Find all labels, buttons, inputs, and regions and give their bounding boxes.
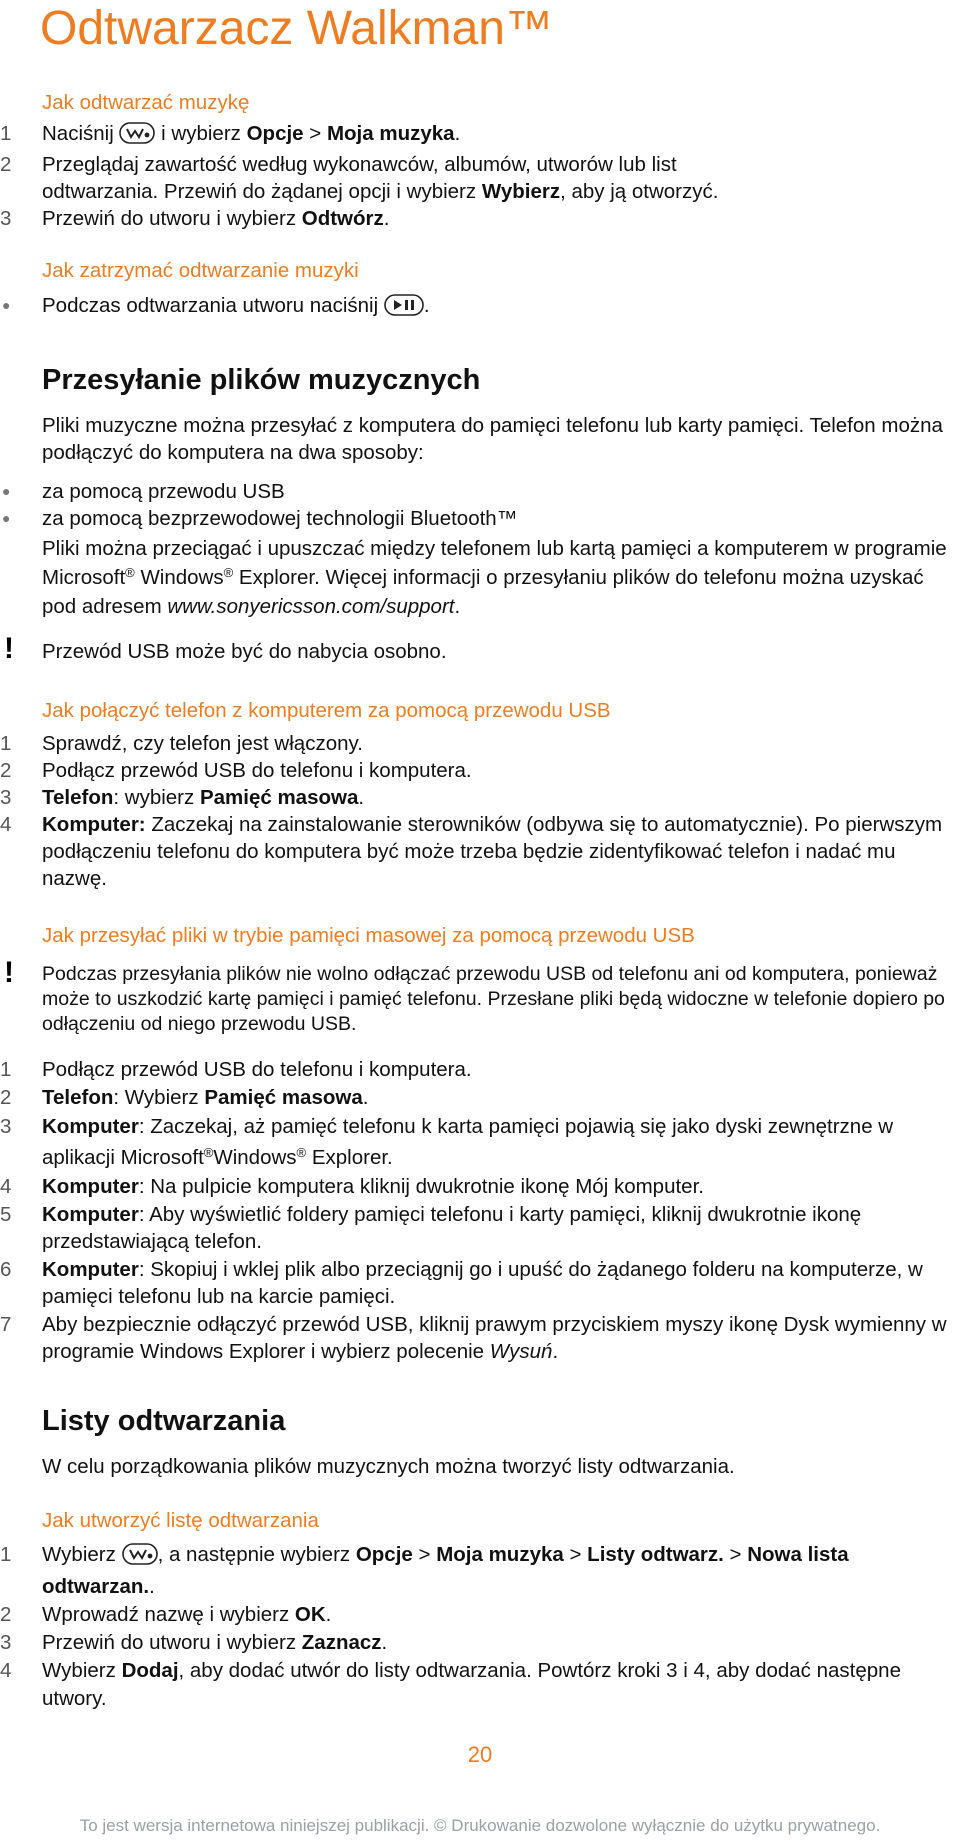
step-number: 3	[0, 786, 12, 809]
punct: .	[454, 595, 461, 618]
registered-mark: ®	[203, 1145, 214, 1160]
step-number: 1	[0, 732, 12, 755]
menu-label-listy-odtwarz: Listy odtwarz.	[587, 1543, 724, 1566]
punct: .	[423, 294, 430, 317]
step-number: 2	[0, 1603, 12, 1626]
step-item	[0, 1541, 950, 1601]
walkman-key-icon	[122, 1543, 158, 1573]
bullet-text: Podczas odtwarzania utworu naciśnij	[42, 294, 384, 317]
registered-mark: ®	[296, 1145, 307, 1160]
section-heading-usb-connect: Jak połączyć telefon z komputerem za pomocą przewodu USB	[42, 699, 611, 722]
step-number: 1	[0, 122, 12, 145]
step-number: 2	[0, 153, 12, 176]
step-text: : wybierz	[113, 786, 200, 809]
step-text: : Skopiuj i wklej plik albo przeciągnij go i upuść do żądanego folderu na komputerze, w pamięci telefonu lub na karcie pamięci.	[42, 1257, 923, 1308]
step-item	[0, 1657, 950, 1713]
step-text: Przeglądaj zawartość według wykonawców, albumów, utworów lub list	[42, 153, 677, 176]
step-number: 7	[0, 1312, 12, 1336]
page-title: Odtwarzacz Walkman™	[40, 2, 553, 55]
step-text: : Wybierz	[113, 1085, 205, 1109]
warning-text: Przewód USB może być do nabycia osobno.	[42, 640, 447, 663]
step-text: Wprowadź nazwę i wybierz	[42, 1603, 295, 1626]
bullet-dot: ●	[2, 297, 11, 313]
label-komputer: Komputer	[42, 1202, 139, 1226]
warning-icon: !	[4, 956, 14, 989]
bullet-dot: ●	[2, 510, 11, 526]
separator: >	[563, 1543, 588, 1566]
step-item	[0, 1256, 950, 1311]
step-item	[0, 784, 950, 811]
step-text: Aby bezpiecznie odłączyć przewód USB, kliknij prawym przyciskiem myszy ikonę Dysk wymienny w programie Windows Explorer i wybierz polecenie	[42, 1312, 947, 1363]
warning-icon: !	[4, 632, 14, 665]
step-item	[0, 120, 950, 151]
step-number: 1	[0, 1058, 12, 1081]
support-link[interactable]: www.sonyericsson.com/support	[167, 595, 455, 618]
step-item	[0, 1201, 950, 1256]
step-text: : Na pulpicie komputera kliknij dwukrotnie ikonę Mój komputer.	[138, 1175, 704, 1198]
menu-label-moja-muzyka: Moja muzyka	[436, 1543, 564, 1566]
step-text: Naciśnij	[42, 122, 120, 145]
punct: .	[362, 1085, 369, 1109]
warning-text: Podczas przesyłania plików nie wolno odłączać przewodu USB od telefonu ani od komputera, ponieważ może to uszkodzić kartę pamięci i pamięć telefonu. Przesłane pliki będą widoczne w telefonie dopiero po odłączeniu od niego przewodu USB.	[42, 963, 945, 1035]
bullets-stop-music	[2, 292, 950, 323]
step-text: Przewiń do utworu i wybierz	[42, 207, 302, 230]
punct: .	[325, 1603, 332, 1626]
step-item	[0, 1111, 950, 1173]
steps-play-music	[0, 120, 950, 232]
step-number: 3	[0, 207, 12, 230]
transfer-paragraph	[42, 534, 950, 621]
play-pause-key-icon	[384, 294, 424, 323]
step-text: , a następnie wybierz	[157, 1543, 356, 1566]
label-komputer: Komputer:	[42, 813, 146, 836]
step-number: 2	[0, 759, 12, 782]
step-text: Sprawdź, czy telefon jest włączony.	[42, 732, 363, 755]
step-item	[0, 205, 950, 232]
step-text: Wybierz	[42, 1543, 122, 1566]
registered-mark: ®	[223, 565, 234, 580]
step-text: Wybierz	[42, 1659, 122, 1682]
section-heading-mass-storage: Jak przesyłać pliki w trybie pamięci masowej za pomocą przewodu USB	[42, 924, 695, 947]
registered-mark: ®	[125, 565, 135, 580]
menu-label-moja-muzyka: Moja muzyka	[326, 122, 455, 145]
menu-label-opcje: Opcje	[246, 122, 304, 145]
step-text: , aby dodać utwór do listy odtwarzania. Powtórz kroki 3 i 4, aby dodać następne utwory.	[42, 1659, 901, 1710]
step-number: 5	[0, 1202, 12, 1226]
step-item	[0, 730, 950, 757]
label-telefon: Telefon	[42, 786, 114, 809]
step-item	[0, 811, 950, 892]
menu-label-pamiec-masowa: Pamięć masowa	[204, 1085, 363, 1109]
separator: >	[303, 122, 327, 145]
command-wysun: Wysuń	[489, 1340, 553, 1363]
bullet-item	[2, 478, 950, 505]
step-number: 1	[0, 1543, 12, 1566]
warning-note	[4, 632, 950, 665]
step-text: Podłącz przewód USB do telefonu i komputera.	[42, 1058, 472, 1081]
steps-create-playlist	[0, 1541, 950, 1713]
label-komputer: Komputer	[42, 1175, 139, 1198]
punct: .	[381, 1631, 388, 1654]
section-heading-play-music: Jak odtwarzać muzykę	[42, 91, 250, 114]
step-text: odtwarzania. Przewiń do żądanej opcji i wybierz	[42, 180, 482, 203]
footer-note: To jest wersja internetowa niniejszej publikacji. © Drukowanie dozwolone wyłącznie do użytku prywatnego.	[79, 1816, 881, 1835]
punct: .	[358, 786, 365, 809]
step-item	[0, 757, 950, 784]
step-item	[0, 1084, 950, 1112]
menu-label-nowa-lista: Nowa lista odtwarzan.	[42, 1543, 849, 1598]
step-number: 6	[0, 1257, 12, 1281]
transfer-intro: Pliki muzyczne można przesyłać z komputera do pamięci telefonu lub karty pamięci. Telefon można podłączyć do komputera na dwa sposoby:	[42, 414, 943, 464]
step-text: Windows	[213, 1146, 297, 1169]
step-item	[0, 1311, 950, 1366]
step-item	[0, 1173, 950, 1201]
walkman-key-icon	[119, 122, 155, 151]
steps-usb-connect	[0, 730, 950, 892]
punct: .	[149, 1575, 155, 1598]
menu-label-pamiec-masowa: Pamięć masowa	[199, 786, 359, 809]
step-item	[0, 1629, 950, 1657]
section-heading-create-playlist: Jak utworzyć listę odtwarzania	[42, 1509, 319, 1532]
bullet-item	[2, 292, 950, 323]
step-number: 2	[0, 1085, 12, 1109]
section-title-playlists: Listy odtwarzania	[42, 1405, 286, 1437]
separator: >	[723, 1543, 748, 1566]
step-number: 4	[0, 1175, 12, 1198]
step-text: : Aby wyświetlić foldery pamięci telefonu i karty pamięci, kliknij dwukrotnie ikonę przedstawiającą telefon.	[42, 1202, 862, 1253]
punct: .	[383, 207, 390, 230]
punct: .	[454, 122, 461, 145]
menu-label-opcje: Opcje	[355, 1543, 413, 1566]
menu-label-ok: OK	[294, 1603, 326, 1626]
page-number: 20	[467, 1742, 493, 1767]
menu-label-odtworz: Odtwórz	[301, 207, 384, 230]
step-number: 4	[0, 813, 12, 836]
punct: .	[552, 1340, 559, 1363]
label-komputer: Komputer	[42, 1257, 139, 1281]
section-title-transfer: Przesyłanie plików muzycznych	[42, 364, 481, 396]
steps-mass-storage	[0, 1056, 950, 1366]
step-item	[0, 1056, 950, 1084]
playlists-intro: W celu porządkowania plików muzycznych można tworzyć listy odtwarzania.	[42, 1455, 735, 1478]
step-text: Zaczekaj na zainstalowanie sterowników (odbywa się to automatycznie). Po pierwszym podłączeniu telefonu do komputera być może trzeba będzie zidentyfikować telefon i nadać mu nazwę.	[42, 813, 943, 890]
bullet-item	[2, 505, 950, 532]
bullet-dot: ●	[2, 483, 11, 499]
step-text: Przewiń do utworu i wybierz	[42, 1631, 302, 1654]
step-text: : Zaczekaj, aż pamięć telefonu k karta pamięci pojawią się jako dyski zewnętrzne w aplikacji Microsoft	[42, 1115, 894, 1169]
step-item	[0, 1601, 950, 1629]
separator: >	[412, 1543, 437, 1566]
warning-note-mass-storage	[4, 956, 950, 1037]
para-text: Pliki można przeciągać i upuszczać między telefonem lub kartą pamięci a komputerem w programie Microsoft	[42, 537, 947, 589]
menu-label-wybierz: Wybierz	[481, 180, 561, 203]
label-komputer: Komputer	[42, 1115, 139, 1138]
section-heading-stop-music: Jak zatrzymać odtwarzanie muzyki	[42, 259, 359, 282]
para-text: Explorer. Więcej informacji o przesyłaniu plików do telefonu można uzyskać pod adresem	[42, 566, 924, 618]
transfer-methods	[2, 478, 950, 532]
step-text: Podłącz przewód USB do telefonu i komputera.	[42, 759, 472, 782]
step-number: 4	[0, 1659, 12, 1682]
para-text: Windows	[134, 566, 224, 589]
menu-label-zaznacz: Zaznacz	[301, 1631, 382, 1654]
step-number: 3	[0, 1115, 12, 1138]
step-number: 3	[0, 1631, 12, 1654]
step-text: Explorer.	[306, 1146, 393, 1169]
step-text: i wybierz	[155, 122, 247, 145]
step-text: , aby ją otworzyć.	[560, 180, 719, 203]
step-item	[0, 151, 950, 205]
label-telefon: Telefon	[42, 1085, 114, 1109]
bullet-text: za pomocą bezprzewodowej technologii Bluetooth™	[42, 507, 518, 530]
bullet-text: za pomocą przewodu USB	[42, 480, 285, 503]
menu-label-dodaj: Dodaj	[121, 1659, 179, 1682]
